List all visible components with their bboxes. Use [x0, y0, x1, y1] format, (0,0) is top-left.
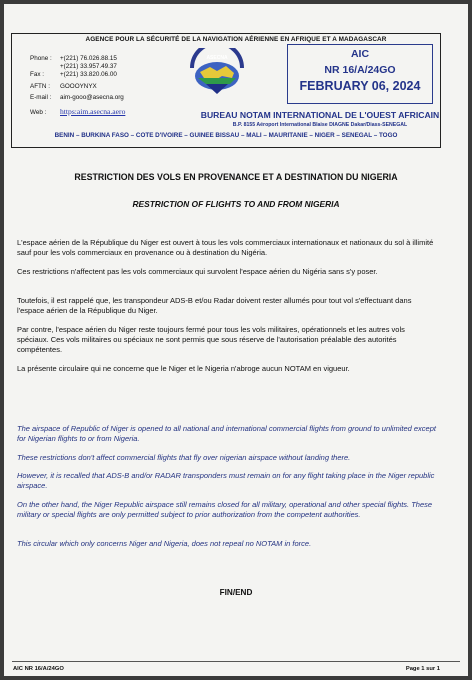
member-countries: BENIN – BURKINA FASO – COTE D'IVOIRE – GUINEE BISSAU – MALI – MAURITANIE – NIGER – SENEGAL – TOGO: [54, 132, 398, 139]
bureau-name: BUREAU NOTAM INTERNATIONAL DE L'OUEST AFRICAIN: [200, 110, 440, 120]
page-number: Page 1 sur 1: [405, 666, 440, 672]
en-paragraph-4: On the other hand, the Niger Republic airspace still remains closed for all military, operational and other special flights. These military or special flights are only permitted subject to prior authorization from the competent authorities.: [17, 500, 433, 519]
end-marker: FIN/END: [219, 588, 253, 597]
french-title: RESTRICTION DES VOLS EN PROVENANCE ET A DESTINATION DU NIGERIA: [74, 172, 398, 182]
phone-line-2: +(221) 33.957.49.37: [60, 63, 117, 70]
phone-line-1: Phone : +(221) 76.026.88.15: [30, 55, 117, 62]
en-paragraph-2: These restrictions don't affect commercial flights that fly over nigerian airspace without landing there.: [17, 453, 351, 462]
fr-paragraph-5: La présente circulaire qui ne concerne que le Niger et le Nigeria n'abroge aucun NOTAM en vigueur.: [17, 364, 350, 373]
en-paragraph-5: This circular which only concerns Niger and Nigeria, does not repeal no NOTAM in force.: [17, 539, 312, 548]
aic-number: NR 16/A/24GO: [324, 64, 396, 76]
agency-name: AGENCE POUR LA SÉCURITÉ DE LA NAVIGATION AÉRIENNE EN AFRIQUE ET A MADAGASCAR: [85, 36, 387, 43]
email-line: E-mail : aim-gooo@asecna.org: [30, 94, 124, 101]
aic-id-box: [287, 44, 433, 104]
fr-paragraph-3: Toutefois, il est rappelé que, les transpondeur ADS-B et/ou Radar doivent rester allumés pour tout vol s'effectuant dans l'espace aérien de la République du Niger.: [17, 296, 412, 315]
aftn-line: AFTN : GOOOYNYX: [30, 83, 97, 90]
asecna-logo-icon: [186, 48, 248, 98]
en-paragraph-3: However, it is recalled that ADS-B and/or RADAR transponders must remain on for any flight taking place in the Niger republic airspace.: [17, 471, 435, 490]
footer-divider: [12, 661, 460, 662]
document-page: [4, 4, 468, 676]
web-line: Web : https:aim.asecna.aero: [30, 107, 126, 116]
footer-reference: AIC NR 16/A/24GO: [13, 666, 64, 672]
fr-paragraph-2: Ces restrictions n'affectent pas les vols commerciaux qui survolent l'espace aérien du Nigéria sans s'y poser.: [17, 267, 378, 276]
postal-address: B.P. 8155 Aéroport International Blaise DIAGNE Dakar/Diass-SENEGAL: [232, 122, 408, 128]
aic-title: AIC: [350, 48, 370, 60]
fax-line: Fax : +(221) 33.820.06.00: [30, 71, 117, 78]
en-paragraph-1: The airspace of Republic of Niger is opened to all national and international commercial flights from ground to unlimited except for Nigerian flights to or from Nigeria.: [17, 424, 436, 443]
website-link[interactable]: https:aim.asecna.aero: [60, 107, 126, 116]
fr-paragraph-1: L'espace aérien de la République du Niger est ouvert à tous les vols commerciaux internationaux et nationaux du sol à illimité sauf pour les vols commerciaux en provenance ou à destination du Nigéria.: [17, 238, 434, 257]
english-title: RESTRICTION OF FLIGHTS TO AND FROM NIGERIA: [132, 199, 340, 209]
fr-paragraph-4: Par contre, l'espace aérien du Niger reste toujours fermé pour tous les vols militaires, opérationnels et les autres vols spéciaux. Ces vols militaires ou spéciaux ne sont permis que sous réserve de l'autorisation préalable des autorités compétentes.: [17, 325, 405, 354]
aic-date: FEBRUARY 06, 2024: [299, 79, 421, 93]
svg-text:ASECNA: ASECNA: [206, 55, 228, 61]
